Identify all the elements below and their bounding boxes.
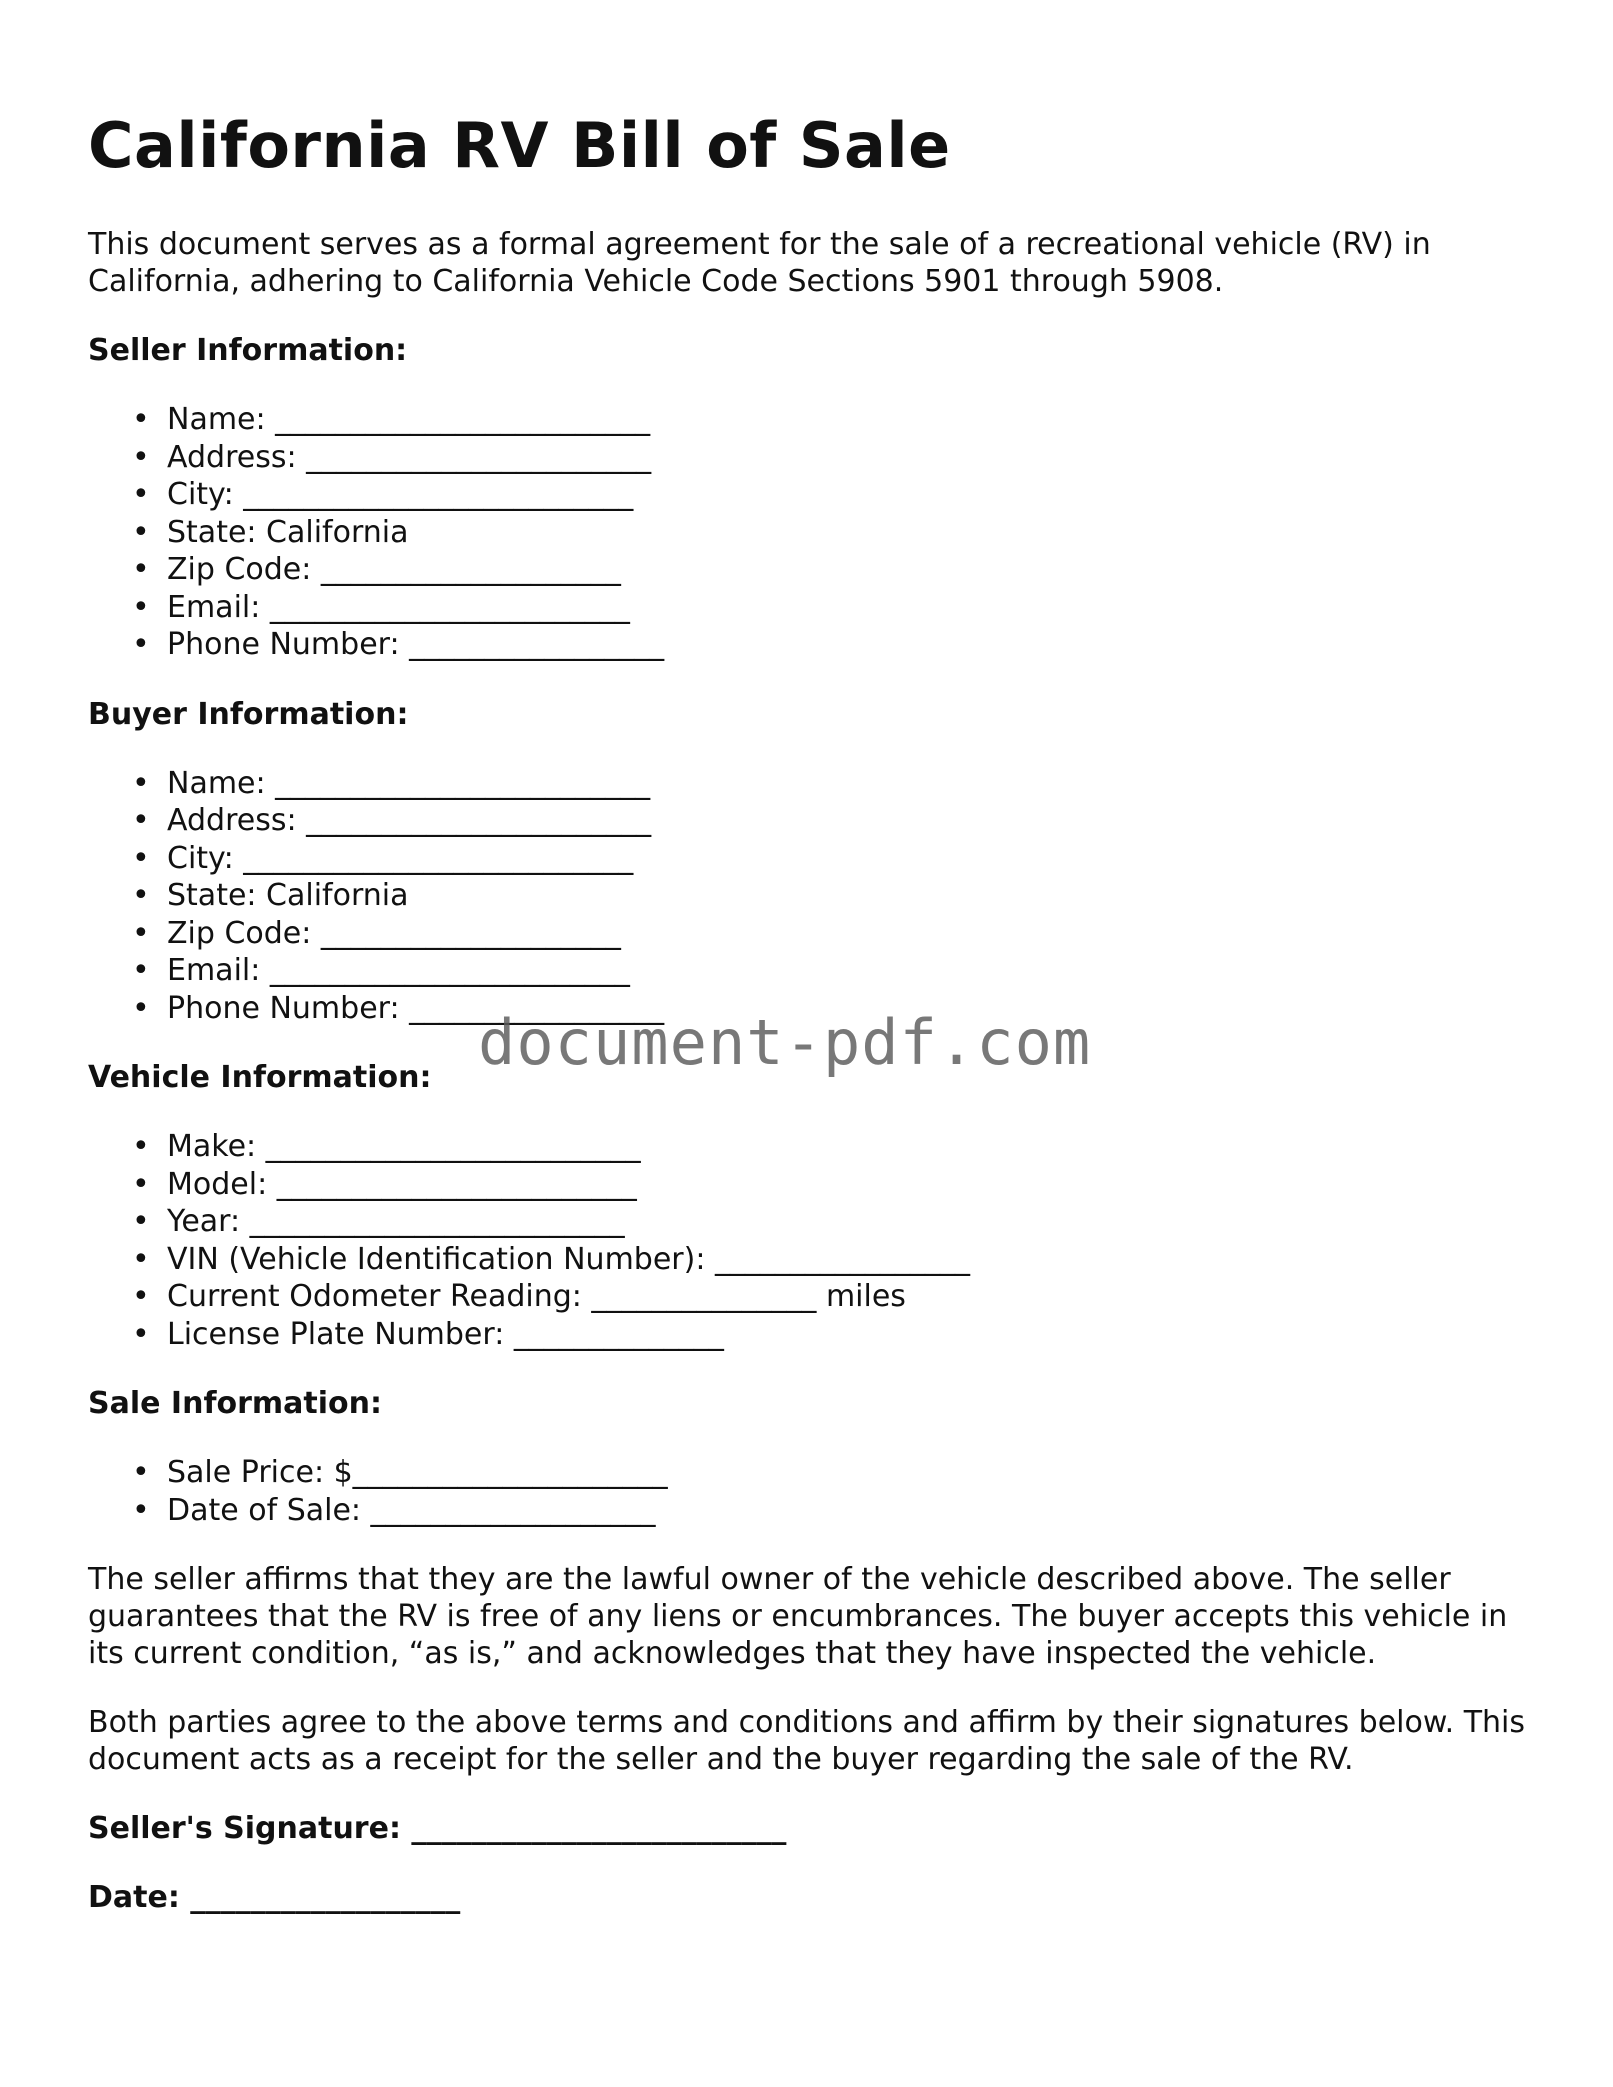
sale-date-field: • Date of Sale: ___________________	[88, 1492, 1538, 1530]
buyer-section-heading: Buyer Information:	[88, 696, 409, 732]
intro-paragraph: This document serves as a formal agreement for the sale of a recreational vehicle (RV) in California, adhering to California Vehicle Code Sections 5901 through 5908.	[88, 227, 1431, 299]
sale-section-heading: Sale Information:	[88, 1386, 382, 1421]
date-line: Date: __________________	[88, 1880, 461, 1915]
buyer-email-field: • Email: ________________________	[88, 952, 1538, 990]
seller-state-field: • State: California	[88, 514, 1538, 552]
terms-paragraph-agreement: Both parties agree to the above terms and conditions and affirm by their signatures below. This document acts as a receipt for the seller and the buyer regarding the sale of the RV.	[88, 1705, 1526, 1777]
seller-signature-line: Seller's Signature: _________________________	[88, 1811, 787, 1846]
sale-field-list	[88, 1454, 1538, 1529]
buyer-city-field: • City: __________________________	[88, 840, 1538, 878]
vehicle-license-plate-field: • License Plate Number: ______________	[88, 1316, 1538, 1354]
vehicle-vin-field: • VIN (Vehicle Identification Number): _________________	[88, 1241, 1538, 1279]
vehicle-model-field: • Model: ________________________	[88, 1166, 1538, 1204]
buyer-field-list	[88, 765, 1538, 1028]
sale-price-field: • Sale Price: $_____________________	[88, 1454, 1538, 1492]
vehicle-odometer-field: • Current Odometer Reading: _______________ miles	[88, 1278, 1538, 1316]
vehicle-field-list	[88, 1128, 1538, 1353]
buyer-state-field: • State: California	[88, 877, 1538, 915]
vehicle-year-field: • Year: _________________________	[88, 1203, 1538, 1241]
watermark-text: document-pdf.com	[478, 1006, 1092, 1079]
terms-paragraph-ownership: The seller affirms that they are the lawful owner of the vehicle described above. The seller guarantees that the RV is free of any liens or encumbrances. The buyer accepts this vehicle in its current condition, “as is,” and acknowledges that they have inspected the vehicle.	[88, 1562, 1508, 1671]
seller-email-field: • Email: ________________________	[88, 589, 1538, 627]
seller-section-heading: Seller Information:	[88, 333, 408, 368]
document-title: California RV Bill of Sale	[88, 109, 951, 182]
buyer-address-field: • Address: _______________________	[88, 802, 1538, 840]
buyer-zip-field: • Zip Code: ____________________	[88, 915, 1538, 953]
vehicle-make-field: • Make: _________________________	[88, 1128, 1538, 1166]
seller-phone-field: • Phone Number: _________________	[88, 626, 1538, 664]
seller-name-field: • Name: _________________________	[88, 401, 1538, 439]
buyer-phone-field: • Phone Number: _________________	[88, 990, 1538, 1028]
seller-address-field: • Address: _______________________	[88, 439, 1538, 477]
seller-field-list	[88, 401, 1538, 664]
vehicle-section-heading: Vehicle Information:	[88, 1060, 432, 1095]
buyer-name-field: • Name: _________________________	[88, 765, 1538, 803]
seller-zip-field: • Zip Code: ____________________	[88, 551, 1538, 589]
seller-city-field: • City: __________________________	[88, 476, 1538, 514]
